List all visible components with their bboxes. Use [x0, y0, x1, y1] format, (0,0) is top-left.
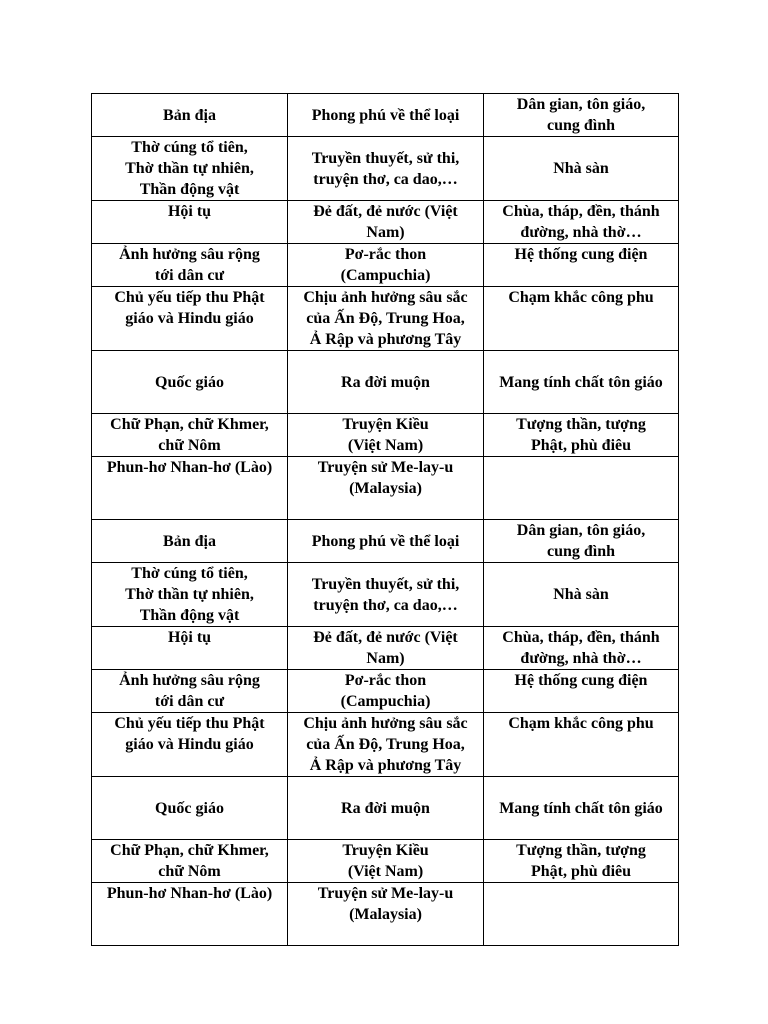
table-cell: Chịu ảnh hưởng sâu sắc của Ấn Độ, Trung Hoa, Ả Rập và phương Tây	[288, 713, 484, 777]
table-cell: Bản địa	[92, 94, 288, 137]
table-body	[92, 94, 679, 946]
table-row	[92, 351, 679, 414]
table-cell: Hệ thống cung điện	[484, 244, 679, 287]
table-cell: Dân gian, tôn giáo, cung đình	[484, 94, 679, 137]
table-row	[92, 670, 679, 713]
table-cell	[484, 457, 679, 520]
table-cell: Đẻ đất, đẻ nước (Việt Nam)	[288, 627, 484, 670]
table-row	[92, 414, 679, 457]
comparison-table	[91, 93, 679, 946]
table-cell: Quốc giáo	[92, 777, 288, 840]
table-cell: Thờ cúng tổ tiên, Thờ thần tự nhiên, Thần động vật	[92, 137, 288, 201]
table-row	[92, 777, 679, 840]
table-cell: Quốc giáo	[92, 351, 288, 414]
table-row	[92, 457, 679, 520]
table-cell: Chùa, tháp, đền, thánh đường, nhà thờ…	[484, 201, 679, 244]
table-cell: Ảnh hưởng sâu rộng tới dân cư	[92, 670, 288, 713]
table-cell: Ra đời muộn	[288, 351, 484, 414]
table-row	[92, 201, 679, 244]
table-cell: Truyền thuyết, sử thi, truyện thơ, ca dao,…	[288, 137, 484, 201]
table-cell: Hội tụ	[92, 627, 288, 670]
table-row	[92, 840, 679, 883]
table-cell: Mang tính chất tôn giáo	[484, 777, 679, 840]
table-row	[92, 94, 679, 137]
table-row	[92, 627, 679, 670]
table-cell: Chùa, tháp, đền, thánh đường, nhà thờ…	[484, 627, 679, 670]
table-cell: Phun-hơ Nhan-hơ (Lào)	[92, 457, 288, 520]
table-cell: Đẻ đất, đẻ nước (Việt Nam)	[288, 201, 484, 244]
table-row	[92, 713, 679, 777]
table-cell: Chịu ảnh hưởng sâu sắc của Ấn Độ, Trung Hoa, Ả Rập và phương Tây	[288, 287, 484, 351]
table-row	[92, 137, 679, 201]
table-cell: Hệ thống cung điện	[484, 670, 679, 713]
table-cell: Phun-hơ Nhan-hơ (Lào)	[92, 883, 288, 946]
table-cell: Truyện Kiều (Việt Nam)	[288, 840, 484, 883]
table-cell: Truyện sử Me-lay-u (Malaysia)	[288, 883, 484, 946]
table-cell: Nhà sàn	[484, 563, 679, 627]
table-cell: Truyện Kiều (Việt Nam)	[288, 414, 484, 457]
table-cell: Chữ Phạn, chữ Khmer, chữ Nôm	[92, 840, 288, 883]
table-cell: Dân gian, tôn giáo, cung đình	[484, 520, 679, 563]
table-row	[92, 883, 679, 946]
table-cell: Phong phú về thể loại	[288, 94, 484, 137]
table-cell: Ảnh hưởng sâu rộng tới dân cư	[92, 244, 288, 287]
table-cell: Ra đời muộn	[288, 777, 484, 840]
table-cell: Thờ cúng tổ tiên, Thờ thần tự nhiên, Thần động vật	[92, 563, 288, 627]
table-cell: Nhà sàn	[484, 137, 679, 201]
table-cell: Chủ yếu tiếp thu Phật giáo và Hindu giáo	[92, 287, 288, 351]
table-cell	[484, 883, 679, 946]
table-cell: Hội tụ	[92, 201, 288, 244]
table-row	[92, 287, 679, 351]
table-cell: Tượng thần, tượng Phật, phù điêu	[484, 414, 679, 457]
table-row	[92, 520, 679, 563]
table-cell: Chủ yếu tiếp thu Phật giáo và Hindu giáo	[92, 713, 288, 777]
table-cell: Chạm khắc công phu	[484, 287, 679, 351]
table-cell: Pơ-rắc thon (Campuchia)	[288, 670, 484, 713]
table-cell: Pơ-rắc thon (Campuchia)	[288, 244, 484, 287]
table-cell: Phong phú về thể loại	[288, 520, 484, 563]
table-cell: Truyện sử Me-lay-u (Malaysia)	[288, 457, 484, 520]
table-cell: Chạm khắc công phu	[484, 713, 679, 777]
table-cell: Truyền thuyết, sử thi, truyện thơ, ca dao,…	[288, 563, 484, 627]
table-row	[92, 563, 679, 627]
table-cell: Mang tính chất tôn giáo	[484, 351, 679, 414]
table-cell: Bản địa	[92, 520, 288, 563]
table-cell: Tượng thần, tượng Phật, phù điêu	[484, 840, 679, 883]
table-row	[92, 244, 679, 287]
table-cell: Chữ Phạn, chữ Khmer, chữ Nôm	[92, 414, 288, 457]
